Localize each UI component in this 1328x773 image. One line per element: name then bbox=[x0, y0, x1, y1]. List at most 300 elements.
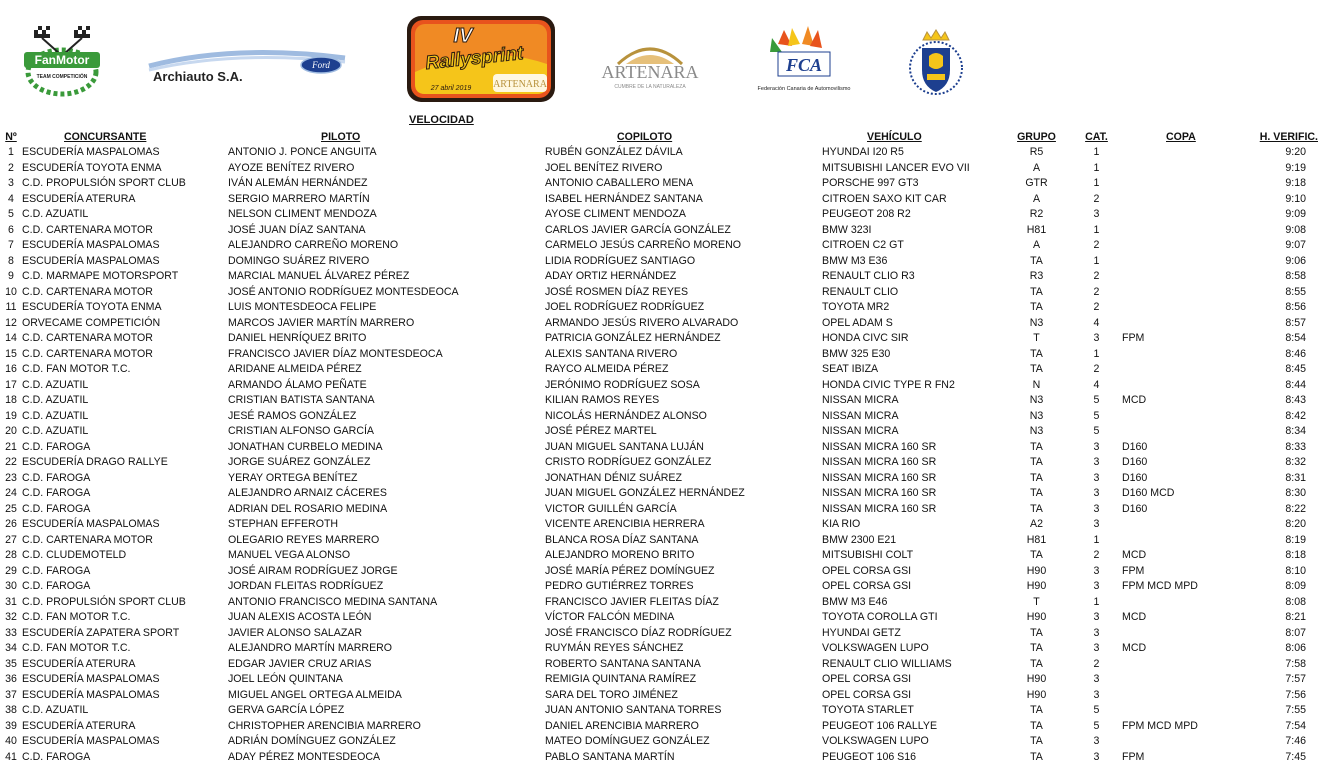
cell-concursante: C.D. CARTENARA MOTOR bbox=[22, 347, 153, 360]
cell-copiloto: ARMANDO JESÚS RIVERO ALVARADO bbox=[545, 316, 739, 329]
cell-piloto: ADAY PÉREZ MONTESDEOCA bbox=[228, 750, 381, 763]
cell-cat: 3 bbox=[1093, 440, 1100, 453]
cell-copa bbox=[1122, 595, 1250, 611]
cell-h-verific: 9:09 bbox=[1285, 208, 1306, 220]
cell-piloto: AYOZE BENÍTEZ RIVERO bbox=[228, 161, 355, 174]
cell-vehiculo: OPEL CORSA GSI bbox=[822, 564, 912, 577]
cell-cat: 2 bbox=[1093, 657, 1100, 670]
cell-h-verific: 9:07 bbox=[1285, 239, 1306, 251]
cell-copa bbox=[1122, 378, 1250, 394]
cell-concursante: C.D. FAN MOTOR T.C. bbox=[22, 642, 131, 654]
cell-piloto: DOMINGO SUÁREZ RIVERO bbox=[228, 254, 370, 267]
table-row bbox=[0, 161, 1328, 177]
cell-copa: FPM bbox=[1122, 750, 1145, 763]
cell-h-verific: 8:46 bbox=[1285, 347, 1306, 360]
cell-grupo: TA bbox=[1030, 456, 1043, 468]
cell-piloto: JESÉ RAMOS GONZÁLEZ bbox=[228, 409, 357, 422]
fanmotor-sub: TEAM COMPETICIÓN bbox=[36, 74, 88, 80]
cell-piloto: GERVA GARCÍA LÓPEZ bbox=[228, 704, 345, 716]
cell-grupo: T bbox=[1033, 332, 1040, 344]
entry-list-table bbox=[0, 129, 1328, 765]
cell-piloto: CRISTIAN ALFONSO GARCÍA bbox=[228, 425, 374, 437]
cell-vehiculo: MITSUBISHI LANCER EVO VII bbox=[822, 161, 970, 174]
cell-concursante: C.D. AZUATIL bbox=[22, 425, 89, 437]
col-header-h-verific: H. VERIFIC. bbox=[1259, 131, 1318, 143]
cell-copa bbox=[1122, 254, 1250, 270]
cell-cat: 2 bbox=[1093, 363, 1100, 375]
cell-h-verific: 8:33 bbox=[1285, 440, 1306, 453]
cell-copiloto: JERÓNIMO RODRÍGUEZ SOSA bbox=[545, 378, 700, 391]
cell-cat: 2 bbox=[1093, 192, 1100, 205]
col-header-concursante: CONCURSANTE bbox=[64, 131, 147, 143]
cell-piloto: EDGAR JAVIER CRUZ ARIAS bbox=[228, 657, 372, 670]
cell-vehiculo: NISSAN MICRA bbox=[822, 409, 899, 422]
table-row bbox=[0, 610, 1328, 626]
cell-copa: D160 MCD bbox=[1122, 487, 1175, 499]
cell-grupo: H90 bbox=[1026, 673, 1047, 685]
table-row bbox=[0, 688, 1328, 704]
table-row bbox=[0, 254, 1328, 270]
cell-concursante: C.D. PROPULSIÓN SPORT CLUB bbox=[22, 177, 186, 189]
cell-vehiculo: HONDA CIVIC TYPE R FN2 bbox=[822, 378, 955, 391]
cell-concursante: C.D. FAN MOTOR T.C. bbox=[22, 363, 131, 375]
cell-piloto: ALEJANDRO CARREÑO MORENO bbox=[228, 239, 399, 251]
table-row bbox=[0, 533, 1328, 549]
cell-copa: FPM bbox=[1122, 332, 1145, 344]
cell-cat: 5 bbox=[1093, 409, 1100, 422]
cell-concursante: ESCUDERÍA TOYOTA ENMA bbox=[22, 301, 162, 313]
cell-number: 23 bbox=[5, 471, 17, 484]
cell-h-verific: 8:22 bbox=[1285, 502, 1306, 515]
cell-copiloto: NICOLÁS HERNÁNDEZ ALONSO bbox=[545, 409, 707, 422]
cell-cat: 3 bbox=[1093, 487, 1100, 499]
table-row bbox=[0, 223, 1328, 239]
cell-copa bbox=[1122, 626, 1250, 642]
cell-cat: 3 bbox=[1093, 456, 1100, 468]
table-row bbox=[0, 378, 1328, 394]
cell-copiloto: BLANCA ROSA DÍAZ SANTANA bbox=[545, 533, 699, 546]
cell-copiloto: VICTOR GUILLÉN GARCÍA bbox=[545, 502, 677, 515]
cell-concursante: C.D. FAN MOTOR T.C. bbox=[22, 611, 131, 623]
cell-vehiculo: NISSAN MICRA bbox=[822, 425, 899, 437]
cell-number: 17 bbox=[5, 378, 17, 391]
cell-concursante: C.D. FAROGA bbox=[22, 487, 91, 499]
cell-grupo: R5 bbox=[1029, 146, 1044, 158]
cell-concursante: C.D. AZUATIL bbox=[22, 704, 89, 716]
cell-cat: 3 bbox=[1093, 471, 1100, 484]
cell-cat: 2 bbox=[1093, 270, 1100, 282]
cell-cat: 1 bbox=[1093, 146, 1100, 158]
cell-cat: 5 bbox=[1093, 425, 1100, 437]
cell-grupo: TA bbox=[1030, 750, 1043, 763]
cell-copiloto: DANIEL ARENCIBIA MARRERO bbox=[545, 719, 699, 732]
cell-concursante: ESCUDERÍA MASPALOMAS bbox=[22, 688, 160, 701]
cell-concursante: C.D. FAROGA bbox=[22, 502, 91, 515]
cell-number: 16 bbox=[5, 363, 17, 375]
cell-grupo: H90 bbox=[1026, 611, 1047, 623]
cell-number: 38 bbox=[5, 704, 17, 716]
cell-h-verific: 9:19 bbox=[1285, 161, 1306, 174]
cell-h-verific: 8:21 bbox=[1285, 611, 1306, 623]
cell-vehiculo: TOYOTA COROLLA GTI bbox=[822, 611, 938, 623]
cell-grupo: TA bbox=[1030, 642, 1043, 654]
cell-copa bbox=[1122, 362, 1250, 378]
cell-copa bbox=[1122, 223, 1250, 239]
table-row bbox=[0, 548, 1328, 564]
cell-copa bbox=[1122, 316, 1250, 332]
table-row bbox=[0, 176, 1328, 192]
cell-cat: 3 bbox=[1093, 518, 1100, 530]
cell-grupo: H81 bbox=[1026, 223, 1047, 236]
cell-grupo: TA bbox=[1030, 704, 1043, 716]
cell-grupo: TA bbox=[1030, 301, 1043, 313]
cell-copiloto: ROBERTO SANTANA SANTANA bbox=[545, 657, 701, 670]
cell-piloto: ANTONIO J. PONCE ANGUITA bbox=[228, 146, 377, 158]
col-header-copiloto: COPILOTO bbox=[617, 131, 673, 143]
table-row bbox=[0, 595, 1328, 611]
cell-h-verific: 7:55 bbox=[1285, 704, 1306, 716]
cell-cat: 2 bbox=[1093, 301, 1100, 313]
cell-vehiculo: NISSAN MICRA 160 SR bbox=[822, 502, 937, 515]
cell-vehiculo: KIA RIO bbox=[822, 518, 861, 530]
cell-copa bbox=[1122, 688, 1250, 704]
cell-copiloto: VÍCTOR FALCÓN MEDINA bbox=[545, 611, 675, 623]
cell-grupo: A bbox=[1032, 161, 1041, 174]
cell-copa: D160 bbox=[1122, 456, 1148, 468]
cell-h-verific: 8:58 bbox=[1285, 270, 1306, 282]
table-row bbox=[0, 672, 1328, 688]
cell-piloto: FRANCISCO JAVIER DÍAZ MONTESDEOCA bbox=[228, 347, 443, 360]
archiauto-ford-logo bbox=[145, 44, 360, 90]
cell-copa bbox=[1122, 192, 1250, 208]
cell-copiloto: JOSÉ MARÍA PÉREZ DOMÍNGUEZ bbox=[545, 564, 715, 577]
table-row bbox=[0, 393, 1328, 409]
table-row bbox=[0, 502, 1328, 518]
cell-grupo: TA bbox=[1030, 471, 1043, 484]
rally-place: ARTENARA bbox=[493, 79, 547, 90]
table-row bbox=[0, 285, 1328, 301]
fca-text: FCA bbox=[785, 55, 823, 75]
cell-copa bbox=[1122, 703, 1250, 719]
cell-vehiculo: OPEL ADAM S bbox=[822, 316, 893, 329]
cell-cat: 4 bbox=[1093, 378, 1100, 391]
cell-copiloto: JOEL BENÍTEZ RIVERO bbox=[545, 161, 663, 174]
cell-vehiculo: CITROEN SAXO KIT CAR bbox=[822, 192, 947, 205]
cell-copa: FPM MCD MPD bbox=[1122, 719, 1198, 732]
cell-piloto: SERGIO MARRERO MARTÍN bbox=[228, 192, 370, 205]
cell-h-verific: 8:42 bbox=[1285, 409, 1306, 422]
sponsor-logos-bar bbox=[0, 0, 1024, 112]
cell-concursante: C.D. CARTENARA MOTOR bbox=[22, 285, 153, 298]
table-row bbox=[0, 657, 1328, 673]
cell-concursante: ESCUDERÍA TOYOTA ENMA bbox=[22, 161, 162, 174]
cell-number: 18 bbox=[5, 394, 17, 406]
cell-copa: D160 bbox=[1122, 471, 1148, 484]
cell-copiloto: MATEO DOMÍNGUEZ GONZÁLEZ bbox=[545, 735, 710, 747]
cell-h-verific: 8:07 bbox=[1285, 626, 1306, 639]
cell-grupo: TA bbox=[1030, 657, 1043, 670]
cell-h-verific: 8:34 bbox=[1285, 425, 1306, 437]
cell-grupo: H90 bbox=[1026, 688, 1047, 701]
cell-h-verific: 8:20 bbox=[1285, 518, 1306, 530]
cell-number: 27 bbox=[5, 533, 17, 546]
table-row bbox=[0, 564, 1328, 580]
cell-copiloto: ALEXIS SANTANA RIVERO bbox=[545, 347, 678, 360]
table-row bbox=[0, 269, 1328, 285]
cell-copiloto: JOSÉ FRANCISCO DÍAZ RODRÍGUEZ bbox=[545, 626, 732, 639]
cell-copa bbox=[1122, 347, 1250, 363]
cell-copa bbox=[1122, 161, 1250, 177]
cell-vehiculo: NISSAN MICRA 160 SR bbox=[822, 487, 937, 499]
col-header-piloto: PILOTO bbox=[321, 131, 361, 143]
cell-cat: 3 bbox=[1093, 564, 1100, 577]
cell-copiloto: RUBÉN GONZÁLEZ DÁVILA bbox=[545, 146, 683, 158]
cell-vehiculo: BMW 2300 E21 bbox=[822, 533, 897, 546]
cell-h-verific: 8:19 bbox=[1285, 533, 1306, 546]
cell-concursante: C.D. FAROGA bbox=[22, 750, 91, 763]
cell-copiloto: RUYMÁN REYES SÁNCHEZ bbox=[545, 642, 684, 654]
cell-concursante: C.D. FAROGA bbox=[22, 440, 91, 453]
cell-vehiculo: HONDA CIVC SIR bbox=[822, 332, 909, 344]
cell-cat: 1 bbox=[1093, 223, 1100, 236]
cell-piloto: ADRIÁN DOMÍNGUEZ GONZÁLEZ bbox=[228, 735, 396, 747]
cell-piloto: JOSÉ ANTONIO RODRÍGUEZ MONTESDEOCA bbox=[228, 285, 459, 298]
cell-grupo: TA bbox=[1030, 487, 1043, 499]
cell-number: 14 bbox=[5, 332, 17, 344]
cell-number: 28 bbox=[5, 549, 17, 561]
cell-grupo: TA bbox=[1030, 502, 1043, 515]
cell-number: 24 bbox=[5, 487, 17, 499]
cell-number: 19 bbox=[5, 409, 17, 422]
cell-vehiculo: NISSAN MICRA 160 SR bbox=[822, 471, 937, 484]
cell-cat: 3 bbox=[1093, 626, 1100, 639]
cell-vehiculo: BMW 325 E30 bbox=[822, 347, 891, 360]
cell-vehiculo: HYUNDAI GETZ bbox=[822, 626, 901, 639]
cell-piloto: OLEGARIO REYES MARRERO bbox=[228, 533, 380, 546]
cell-vehiculo: NISSAN MICRA bbox=[822, 394, 899, 406]
table-row bbox=[0, 362, 1328, 378]
cell-concursante: ESCUDERÍA ATERURA bbox=[22, 192, 136, 205]
cell-cat: 3 bbox=[1093, 332, 1100, 344]
artenara-sub: CUMBRE DE LA NATURALEZA bbox=[614, 84, 686, 90]
cell-vehiculo: MITSUBISHI COLT bbox=[822, 549, 914, 561]
cell-number: 25 bbox=[5, 502, 17, 515]
cell-concursante: ORVECAME COMPETICIÓN bbox=[22, 316, 161, 329]
cell-number: 6 bbox=[8, 223, 14, 236]
cell-concursante: C.D. FAROGA bbox=[22, 564, 91, 577]
cell-h-verific: 8:09 bbox=[1285, 580, 1306, 592]
cell-copa: MCD bbox=[1122, 394, 1147, 406]
cell-cat: 3 bbox=[1093, 502, 1100, 515]
artenara-text: ARTENARA bbox=[601, 62, 699, 82]
cell-concursante: ESCUDERÍA MASPALOMAS bbox=[22, 254, 160, 267]
cell-copa bbox=[1122, 176, 1250, 192]
cell-h-verific: 8:44 bbox=[1285, 378, 1306, 391]
table-row bbox=[0, 440, 1328, 456]
cell-grupo: TA bbox=[1030, 285, 1043, 298]
cell-number: 34 bbox=[5, 642, 17, 654]
cell-piloto: ADRIAN DEL ROSARIO MEDINA bbox=[228, 502, 388, 515]
cell-concursante: ESCUDERÍA ZAPATERA SPORT bbox=[22, 626, 180, 639]
table-row bbox=[0, 471, 1328, 487]
cell-h-verific: 9:18 bbox=[1285, 177, 1306, 189]
cell-copa bbox=[1122, 533, 1250, 549]
table-row bbox=[0, 300, 1328, 316]
artenara-logo bbox=[590, 34, 710, 92]
cell-grupo: TA bbox=[1030, 719, 1043, 732]
cell-cat: 1 bbox=[1093, 177, 1100, 189]
cell-vehiculo: BMW M3 E36 bbox=[822, 254, 888, 267]
cell-vehiculo: RENAULT CLIO WILLIAMS bbox=[822, 657, 952, 670]
cell-copiloto: AYOSE CLIMENT MENDOZA bbox=[545, 208, 686, 220]
cell-vehiculo: CITROEN C2 GT bbox=[822, 239, 904, 251]
cell-vehiculo: HYUNDAI I20 R5 bbox=[822, 146, 904, 158]
cell-copiloto: JUAN ANTONIO SANTANA TORRES bbox=[545, 704, 722, 716]
cell-h-verific: 7:57 bbox=[1285, 673, 1306, 685]
table-row bbox=[0, 734, 1328, 750]
cell-vehiculo: PEUGEOT 106 RALLYE bbox=[822, 719, 938, 732]
cell-vehiculo: PEUGEOT 106 S16 bbox=[822, 750, 917, 763]
cell-grupo: GTR bbox=[1025, 177, 1048, 189]
cell-h-verific: 8:56 bbox=[1285, 301, 1306, 313]
table-row bbox=[0, 719, 1328, 735]
cell-h-verific: 8:57 bbox=[1285, 316, 1306, 329]
cell-h-verific: 8:18 bbox=[1285, 549, 1306, 561]
cell-cat: 3 bbox=[1093, 688, 1100, 701]
cell-concursante: C.D. PROPULSIÓN SPORT CLUB bbox=[22, 595, 186, 608]
cell-piloto: JUAN ALEXIS ACOSTA LEÓN bbox=[228, 611, 372, 623]
cell-copiloto: CARMELO JESÚS CARREÑO MORENO bbox=[545, 239, 742, 251]
cell-concursante: ESCUDERÍA ATERURA bbox=[22, 719, 136, 732]
table-row bbox=[0, 424, 1328, 440]
table-row bbox=[0, 750, 1328, 766]
cell-concursante: ESCUDERÍA MASPALOMAS bbox=[22, 518, 160, 530]
cell-vehiculo: TOYOTA MR2 bbox=[822, 301, 890, 313]
cell-copa bbox=[1122, 672, 1250, 688]
cell-grupo: TA bbox=[1030, 735, 1043, 747]
cell-cat: 1 bbox=[1093, 254, 1100, 267]
cell-copa bbox=[1122, 285, 1250, 301]
cell-h-verific: 7:45 bbox=[1285, 750, 1306, 763]
cell-copiloto: JUAN MIGUEL GONZÁLEZ HERNÁNDEZ bbox=[545, 487, 745, 499]
cell-cat: 1 bbox=[1093, 161, 1100, 174]
cell-number: 33 bbox=[5, 626, 17, 639]
cell-concursante: C.D. CARTENARA MOTOR bbox=[22, 223, 153, 236]
cell-number: 35 bbox=[5, 657, 17, 670]
cell-piloto: JONATHAN CURBELO MEDINA bbox=[228, 440, 383, 453]
cell-piloto: ARIDANE ALMEIDA PÉREZ bbox=[228, 363, 362, 375]
cell-number: 12 bbox=[5, 316, 17, 329]
cell-copa bbox=[1122, 145, 1250, 161]
table-row bbox=[0, 238, 1328, 254]
cell-h-verific: 8:45 bbox=[1285, 363, 1306, 375]
cell-copa bbox=[1122, 657, 1250, 673]
fca-logo bbox=[748, 24, 858, 94]
cell-copiloto: ADAY ORTIZ HERNÁNDEZ bbox=[545, 270, 677, 282]
cell-concursante: C.D. MARMAPE MOTORSPORT bbox=[22, 270, 179, 282]
cell-cat: 3 bbox=[1093, 750, 1100, 763]
cell-grupo: N3 bbox=[1029, 394, 1044, 406]
cell-cat: 3 bbox=[1093, 642, 1100, 654]
cell-vehiculo: PEUGEOT 208 R2 bbox=[822, 208, 911, 220]
cell-vehiculo: PORSCHE 997 GT3 bbox=[822, 177, 919, 189]
cell-grupo: N3 bbox=[1029, 409, 1044, 422]
cell-h-verific: 8:30 bbox=[1285, 487, 1306, 499]
cell-h-verific: 8:08 bbox=[1285, 595, 1306, 608]
cell-copiloto: CRISTO RODRÍGUEZ GONZÁLEZ bbox=[545, 456, 712, 468]
cell-piloto: ALEJANDRO ARNAIZ CÁCERES bbox=[228, 487, 387, 499]
cell-grupo: A bbox=[1032, 192, 1041, 205]
cell-cat: 3 bbox=[1093, 735, 1100, 747]
cell-piloto: MANUEL VEGA ALONSO bbox=[228, 549, 351, 561]
cell-concursante: C.D. AZUATIL bbox=[22, 394, 89, 406]
cell-grupo: R3 bbox=[1029, 270, 1044, 282]
cell-cat: 5 bbox=[1093, 394, 1100, 406]
cell-vehiculo: OPEL CORSA GSI bbox=[822, 673, 912, 685]
cell-vehiculo: RENAULT CLIO bbox=[822, 285, 899, 298]
cell-piloto: NELSON CLIMENT MENDOZA bbox=[228, 208, 377, 220]
cell-copiloto: REMIGIA QUINTANA RAMÍREZ bbox=[545, 673, 697, 685]
cell-grupo: TA bbox=[1030, 254, 1043, 267]
cell-cat: 1 bbox=[1093, 533, 1100, 546]
cell-cat: 2 bbox=[1093, 285, 1100, 298]
cell-number: 1 bbox=[8, 146, 14, 158]
cell-concursante: C.D. CARTENARA MOTOR bbox=[22, 332, 153, 344]
cell-concursante: ESCUDERÍA MASPALOMAS bbox=[22, 735, 160, 747]
cell-h-verific: 8:10 bbox=[1285, 564, 1306, 577]
cell-piloto: STEPHAN EFFEROTH bbox=[228, 518, 339, 530]
cell-grupo: A2 bbox=[1030, 518, 1043, 530]
cell-copa: MCD bbox=[1122, 549, 1147, 561]
cell-copa bbox=[1122, 269, 1250, 285]
cell-concursante: C.D. AZUATIL bbox=[22, 378, 89, 391]
cell-number: 9 bbox=[8, 270, 14, 282]
cell-vehiculo: NISSAN MICRA 160 SR bbox=[822, 456, 937, 468]
col-header-cat: CAT. bbox=[1085, 131, 1108, 143]
cell-copa: D160 bbox=[1122, 440, 1148, 453]
cell-h-verific: 8:32 bbox=[1285, 456, 1306, 468]
cell-cat: 1 bbox=[1093, 347, 1100, 360]
cell-h-verific: 8:55 bbox=[1285, 285, 1306, 298]
cell-number: 2 bbox=[8, 161, 14, 174]
cell-copiloto: CARLOS JAVIER GARCÍA GONZÁLEZ bbox=[545, 223, 731, 236]
cell-grupo: TA bbox=[1030, 549, 1043, 561]
table-row bbox=[0, 409, 1328, 425]
cell-number: 11 bbox=[5, 301, 17, 313]
cell-piloto: YERAY ORTEGA BENÍTEZ bbox=[228, 471, 358, 484]
cell-h-verific: 7:58 bbox=[1285, 657, 1306, 670]
cell-number: 32 bbox=[5, 611, 17, 623]
fca-sub: Federación Canaria de Automovilismo bbox=[757, 86, 851, 92]
cell-copa bbox=[1122, 517, 1250, 533]
col-header-vehiculo: VEHÍCULO bbox=[867, 131, 922, 143]
cell-copiloto: ALEJANDRO MORENO BRITO bbox=[545, 549, 695, 561]
cell-copa bbox=[1122, 207, 1250, 223]
cell-grupo: T bbox=[1033, 595, 1040, 608]
table-row bbox=[0, 192, 1328, 208]
cell-number: 36 bbox=[5, 673, 17, 685]
cell-piloto: JAVIER ALONSO SALAZAR bbox=[228, 626, 363, 639]
cell-copa bbox=[1122, 238, 1250, 254]
cell-cat: 3 bbox=[1093, 208, 1100, 220]
cell-grupo: N bbox=[1032, 378, 1041, 391]
cell-h-verific: 8:54 bbox=[1285, 332, 1306, 344]
cell-concursante: ESCUDERÍA MASPALOMAS bbox=[22, 146, 160, 158]
cell-number: 5 bbox=[8, 208, 14, 220]
cell-copiloto: VICENTE ARENCIBIA HERRERA bbox=[545, 518, 705, 530]
cell-h-verific: 9:20 bbox=[1285, 146, 1306, 158]
rally-date: 27 abril 2019 bbox=[430, 85, 472, 92]
